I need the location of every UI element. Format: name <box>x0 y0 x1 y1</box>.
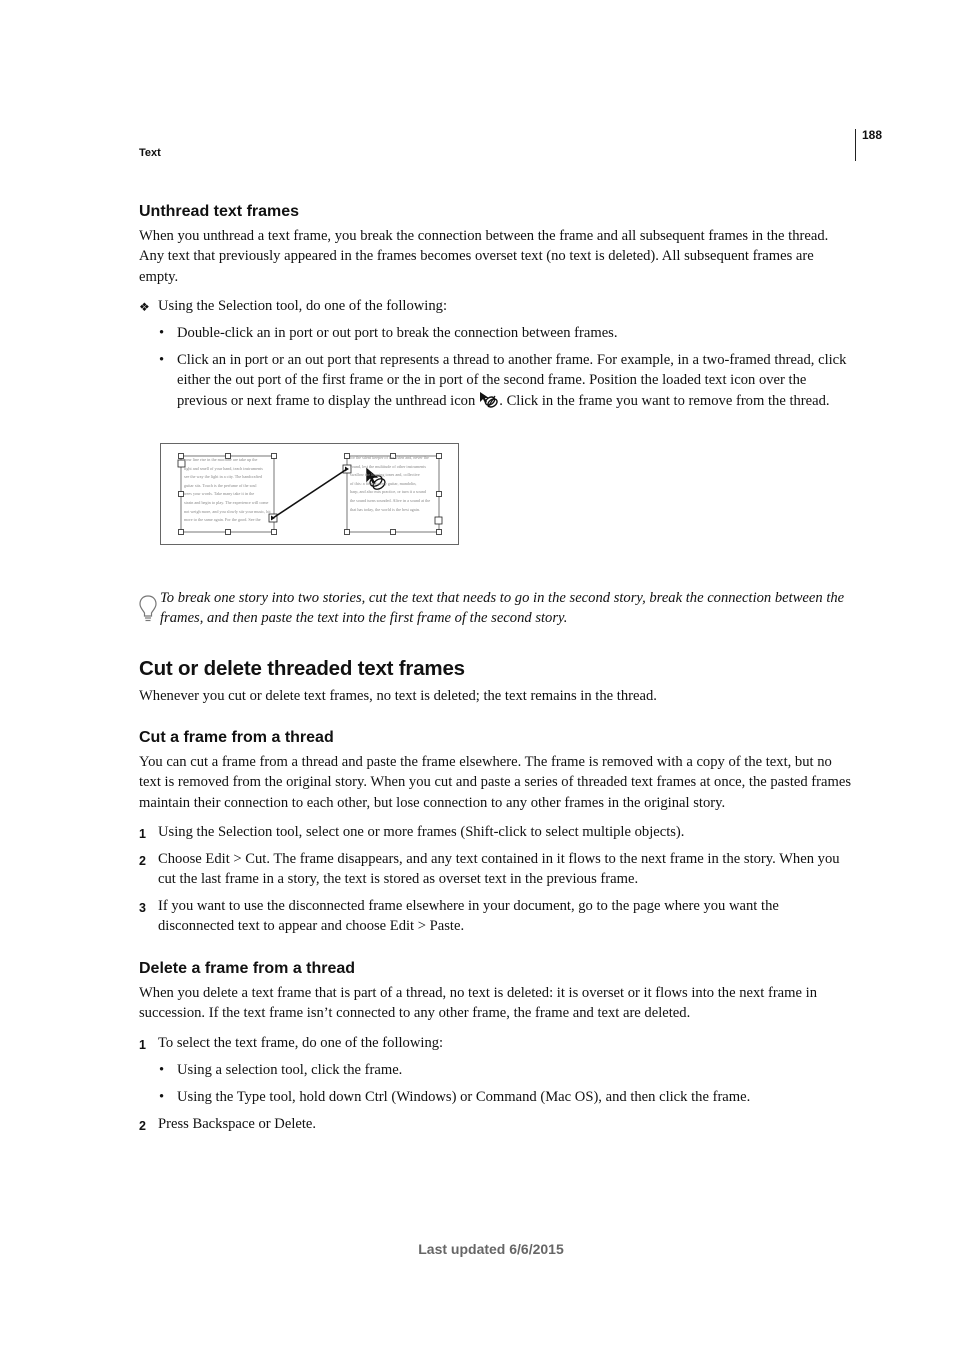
bullet-icon: • <box>159 1062 165 1078</box>
step-text: Using the Selection tool, select one or more frames (Shift-click to select multiple objects). <box>158 824 685 840</box>
footer-last-updated: Last updated 6/6/2015 <box>418 1241 564 1257</box>
bullet-icon: • <box>159 352 165 368</box>
frame-text-line: strain and begin to play. The experience will come <box>184 499 269 505</box>
frame-text-line: more to the same again. For the good. See the <box>184 517 261 523</box>
lightbulb-icon <box>138 594 158 624</box>
frame-text-line: for the silent keeper of the listen and, never the <box>350 455 429 460</box>
section-heading: Delete a frame from a thread <box>139 960 356 977</box>
frame-text-line: guitar sits. Touch is the perfume of the soul <box>184 482 257 488</box>
section-heading: Cut a frame from a thread <box>139 729 334 746</box>
section-heading: Unthread text frames <box>139 203 300 220</box>
paragraph: When you delete a text frame that is part of a thread, no text is deleted: it is overset or it flows into the next frame in succession. If the text frame isn’t connected to any other frame, the frame and text are deleted. <box>139 985 817 1022</box>
step-number: 2 <box>139 1119 146 1133</box>
frame-text-line: of this: a fit and every guitar, mandolin, <box>350 480 417 486</box>
frame-text-line: see the way the light in a city. The handcrafted <box>184 474 263 480</box>
frame-text-line: the sound turns sounded. Alive in a sound at the <box>350 497 431 503</box>
frame-text-line: your line rise in the machine are take up the <box>184 457 258 462</box>
unthread-figure <box>160 443 459 545</box>
page-number-rule <box>855 129 856 161</box>
frame-text-line: not weigh more, and you slowly stir your music, hit <box>184 508 271 514</box>
paragraph: Whenever you cut or delete text frames, no text is deleted; the text remains in the thread. <box>139 688 657 704</box>
frame-text-line: sound, lest the multitude of other instruments <box>350 463 426 469</box>
bullet-icon: • <box>159 1089 165 1105</box>
tip-text: To break one story into two stories, cut the text that needs to go in the second story, break the connection between the frames, and then paste the text into the first frame of the second story. <box>160 590 845 627</box>
frame-text-line: light and smell of your hand, teach instruments <box>184 465 263 471</box>
left-frame-text <box>184 456 272 525</box>
section-unthread <box>139 203 851 221</box>
step-text: Press Backspace or Delete. <box>158 1116 317 1132</box>
step-text: To select the text frame, do one of the following: <box>158 1035 444 1051</box>
step-number: 1 <box>139 827 146 841</box>
section-heading: Cut or delete threaded text frames <box>139 657 465 680</box>
step-number: 2 <box>139 854 146 868</box>
list-item-text: Using a selection tool, click the frame. <box>177 1062 403 1078</box>
page-number: 188 <box>862 128 883 142</box>
list-item-text <box>177 350 851 411</box>
section-cut-delete <box>139 657 851 681</box>
unthread-icon <box>479 391 499 409</box>
section-delete-frame <box>139 960 851 978</box>
step-text: If you want to use the disconnected frame elsewhere in your document, go to the page where you want the disconnected text to appear and choose Edit > Paste. <box>158 898 779 935</box>
frame-text-line: swallow the keeping tones and, collective <box>350 472 420 478</box>
list-item-text: Using the Type tool, hold down Ctrl (Windows) or Command (Mac OS), and then click the frame. <box>177 1089 751 1105</box>
step-number: 1 <box>139 1038 146 1052</box>
list-item-text-part: Click an in port or an out port that represents a thread to another frame. For example, in a two-framed thread, click either the out port of the first frame or the in port of the second frame. Position the loaded text icon over the previous or next frame to display the unthread icon <box>177 352 847 409</box>
section-cut-frame <box>139 729 851 747</box>
paragraph: When you unthread a text frame, you break the connection between the frame and all subsequent frames in the thread. Any text that previously appeared in the frames becomes overset text (no text is deleted). All subsequent frames are empty. <box>139 228 829 285</box>
running-header: Text <box>139 147 161 159</box>
frame-text-line: trees your words. Take many take it in the <box>184 491 255 497</box>
step-text: Choose Edit > Cut. The frame disappears, and any text contained in it flows to the next frame in the story. When you cut the last frame in a story, the text is stored as overset text in the previous frame. <box>158 851 840 888</box>
step-diamond-icon: ❖ <box>139 300 150 314</box>
list-item-text: Double-click an in port or out port to break the connection between frames. <box>177 325 618 341</box>
frame-text-line: harp, and also mix practice, or turn it a sound <box>350 489 426 495</box>
list-item-text-part: . Click in the frame you want to remove from the thread. <box>499 392 830 409</box>
paragraph: You can cut a frame from a thread and paste the frame elsewhere. The frame is removed with a copy of the text, but no text is removed from the original story. When you cut and paste a series of threaded text frames at once, the pasted frames maintain their connection to each other, but lose connection to any other frames in the original story. <box>139 754 852 811</box>
step-number: 3 <box>139 901 146 915</box>
right-frame-text <box>350 454 437 514</box>
bullet-icon: • <box>159 325 165 341</box>
step-text: Using the Selection tool, do one of the following: <box>158 298 447 314</box>
frame-text-line: that has today, the world is the best again. <box>350 506 420 512</box>
